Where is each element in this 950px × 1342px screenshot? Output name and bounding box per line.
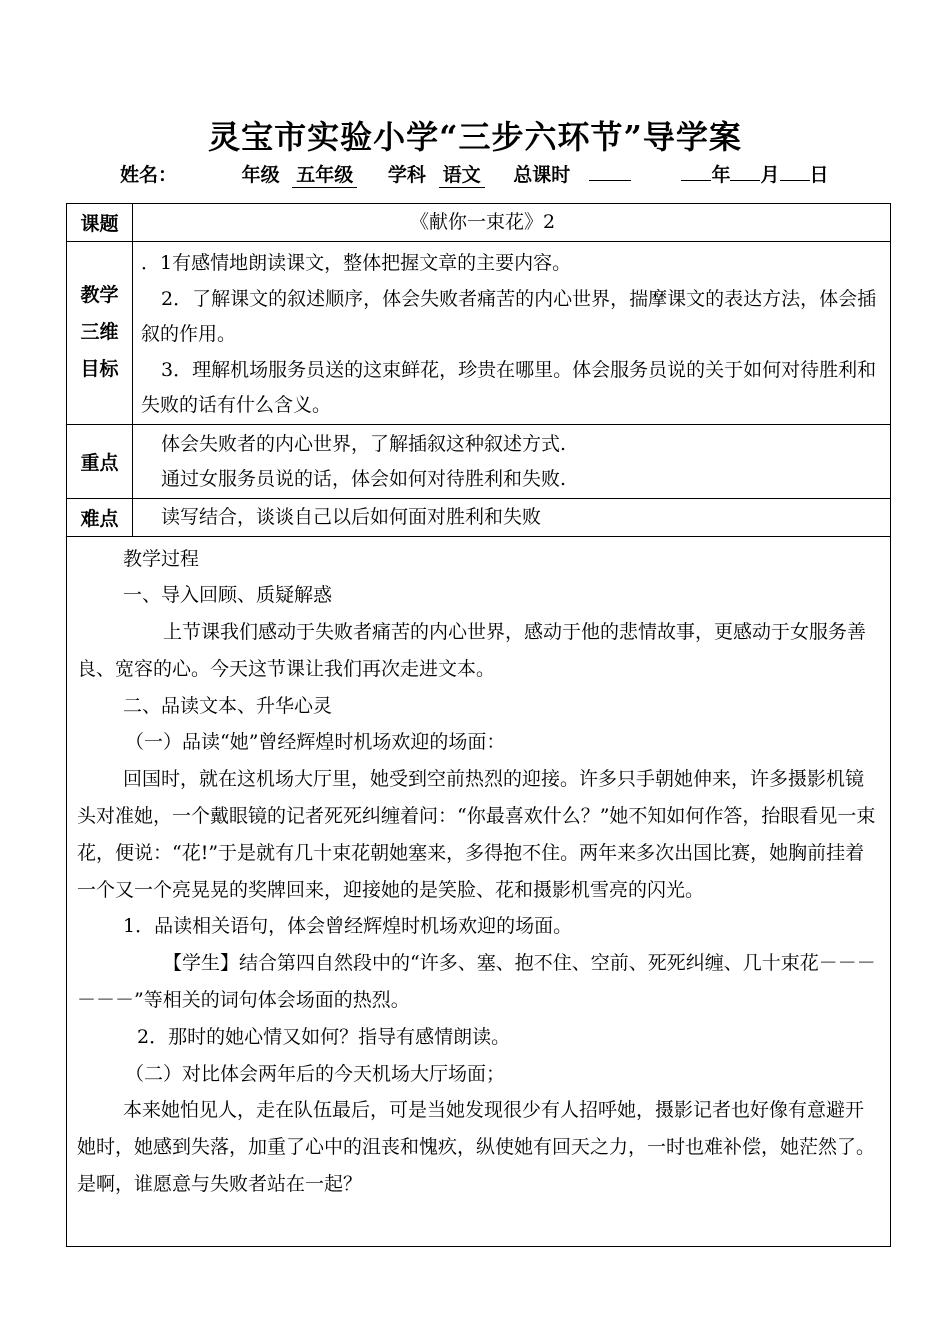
subject-value: 语文 (439, 160, 485, 188)
process-heading: 教学过程 (123, 547, 200, 570)
month-blank (730, 162, 760, 181)
student-activity: 【学生】结合第四自然段中的“许多、塞、抱不住、空前、死死纠缠、几十束花－－－－－－”等相关的词句体会场面的热烈。 (77, 952, 876, 1012)
key-points-row (67, 424, 891, 498)
total-hours-blank (589, 162, 631, 181)
key-point-item: 体会失败者的内心世界，了解插叙这种叙述方式. (161, 432, 567, 455)
difficulty-label: 难点 (67, 498, 133, 536)
goals-label (67, 242, 133, 425)
topic-cell (133, 204, 891, 242)
difficulty-text: 读写结合，谈谈自己以后如何面对胜利和失败 (161, 505, 542, 528)
goal-item: 2．了解课文的叙述顺序，体会失败者痛苦的内心世界，揣摩课文的表达方法，体会插叙的作用。 (141, 287, 877, 345)
topic-row (67, 204, 891, 242)
question-2: 2．那时的她心情又如何？指导有感情朗读。 (137, 1025, 511, 1048)
key-points-cell (133, 424, 891, 498)
process-row (67, 536, 891, 1246)
difficulty-row (67, 498, 891, 536)
goals-row (67, 242, 891, 425)
document-title: 灵宝市实验小学“三步六环节”导学案 (208, 118, 742, 156)
header-info-row (120, 160, 829, 188)
goals-label-line: 教学 (80, 284, 119, 307)
section-1-text: 上节课我们感动于失败者痛苦的内心世界，感动于他的悲情故事，更感动于女服务善良、宽容的心。今天这节课让我们再次走进文本。 (77, 621, 867, 680)
goals-cell (133, 242, 891, 425)
passage-1: 回国时，就在这机场大厅里，她受到空前热烈的迎接。许多只手朝她伸来，许多摄影机镜头对准她，一个戴眼镜的记者死死纠缠着问：“你最喜欢什么？”她不知如何作答，抬眼看见一束花，便说：“花!”于是就有几十束花朝她塞来，多得抱不住。两年来多次出国比赛，她胸前挂着一个又一个亮晃晃的奖牌回来，迎接她的是笑脸、花和摄影机雪亮的闪光。 (77, 768, 876, 901)
difficulty-cell (133, 498, 891, 536)
teaching-process-cell (67, 536, 891, 1246)
day-blank (780, 162, 810, 181)
grade-value: 五年级 (292, 160, 357, 188)
topic-label: 课题 (67, 204, 133, 242)
section-1-heading: 一、导入回顾、质疑解惑 (123, 584, 333, 607)
day-label: 日 (809, 164, 829, 186)
total-hours-label: 总课时 (513, 164, 571, 186)
lesson-plan-table (66, 203, 891, 1247)
grade-label: 年级 (241, 164, 280, 186)
month-label: 月 (760, 164, 780, 186)
year-blank (681, 162, 711, 181)
goals-label-line: 三维 (80, 321, 119, 344)
name-label: 姓名： (120, 164, 178, 186)
subject-label: 学科 (387, 164, 426, 186)
section-2-heading: 二、品读文本、升华心灵 (123, 694, 333, 717)
key-points-label: 重点 (67, 424, 133, 498)
goal-item: ．1有感情地朗读课文，整体把握文章的主要内容。 (141, 252, 572, 274)
year-label: 年 (711, 164, 731, 186)
goals-label-line: 目标 (80, 358, 119, 381)
goal-item: 3．理解机场服务员送的这束鲜花，珍贵在哪里。体会服务员说的关于如何对待胜利和失败的话有什么含义。 (141, 358, 877, 416)
key-point-item: 通过女服务员说的话，体会如何对待胜利和失败. (161, 468, 567, 490)
topic-value: 《献你一束花》2 (409, 211, 556, 233)
passage-2: 本来她怕见人，走在队伍最后，可是当她发现很少有人招呼她，摄影记者也好像有意避开她时，她感到失落，加重了心中的沮丧和愧疚，纵使她有回天之力，一时也难补偿，她茫然了。是啊，谁愿意与失败者站在一起？ (77, 1099, 876, 1196)
question-1: 1．品读相关语句，体会曾经辉煌时机场欢迎的场面。 (123, 915, 573, 938)
subsection-2-heading: （二）对比体会两年后的今天机场大厅场面； (125, 1062, 506, 1085)
subsection-1-heading: （一）品读“她”曾经辉煌时机场欢迎的场面： (125, 731, 506, 754)
